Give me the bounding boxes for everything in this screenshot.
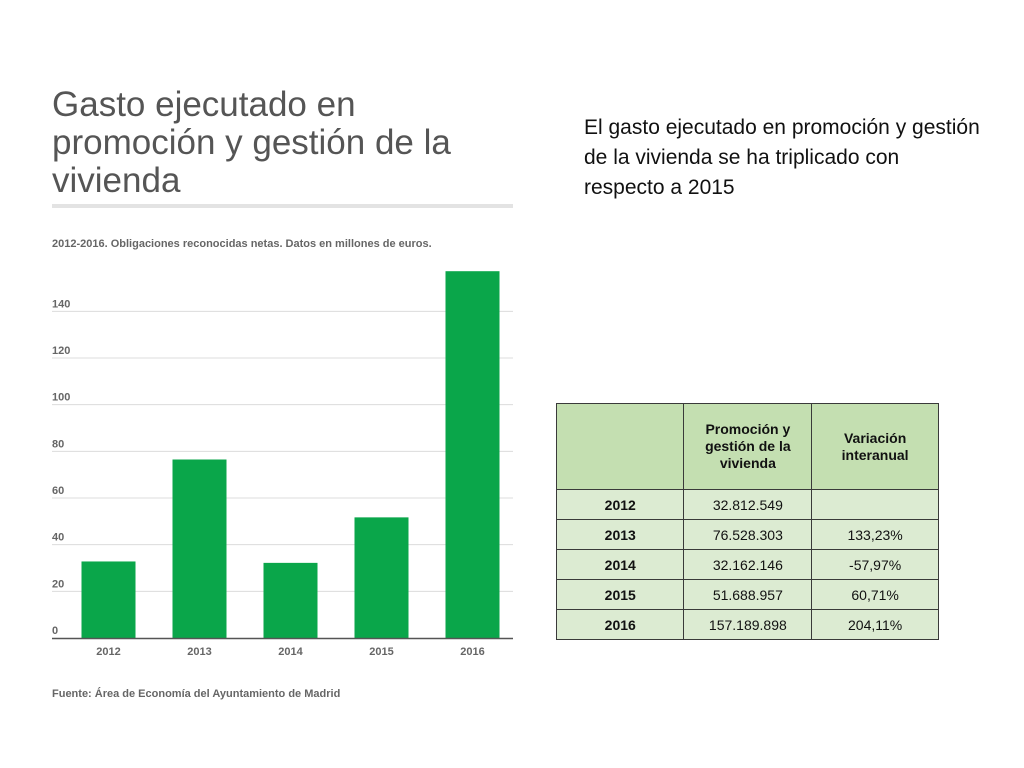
data-table	[556, 403, 939, 640]
table-row	[557, 490, 939, 520]
x-tick-label: 2012	[96, 646, 121, 658]
table-header-amount: Promoción y gestión de la vivienda	[684, 404, 812, 490]
x-tick-label: 2014	[278, 646, 303, 658]
table-cell-amount: 157.189.898	[684, 610, 812, 640]
x-tick-label: 2013	[187, 646, 212, 658]
y-tick-label: 20	[52, 578, 65, 591]
table-cell-amount: 51.688.957	[684, 580, 812, 610]
table-cell-change: -57,97%	[812, 550, 939, 580]
bar	[82, 561, 136, 638]
table-header-empty	[557, 404, 684, 490]
table-cell-year: 2016	[557, 610, 684, 640]
table-cell-change	[812, 490, 939, 520]
table-row	[557, 550, 939, 580]
table-cell-year: 2013	[557, 520, 684, 550]
y-tick-label: 100	[52, 391, 71, 404]
y-tick-label: 0	[52, 625, 59, 637]
y-tick-label: 60	[52, 485, 65, 497]
chart-title: Gasto ejecutado en promoción y gestión de la vivienda	[52, 85, 451, 200]
y-tick-label: 40	[52, 531, 65, 544]
headline-text: El gasto ejecutado en promoción y gestión de la vivienda se ha triplicado con respecto a 2015	[584, 116, 980, 199]
table-cell-year: 2012	[557, 490, 684, 520]
table-header-change: Variación interanual	[812, 404, 939, 490]
table-cell-year: 2014	[557, 550, 684, 580]
table-cell-change: 133,23%	[812, 520, 939, 550]
table-cell-amount: 32.812.549	[684, 490, 812, 520]
bar	[355, 517, 409, 638]
chart-subtitle: 2012-2016. Obligaciones reconocidas netas. Datos en millones de euros.	[52, 238, 432, 250]
table-header-row	[557, 404, 939, 490]
table-cell-change: 204,11%	[812, 610, 939, 640]
y-tick-label: 80	[52, 438, 65, 451]
y-tick-label: 120	[52, 345, 71, 357]
bar	[173, 460, 227, 639]
table-cell-amount: 32.162.146	[684, 550, 812, 580]
y-tick-label: 140	[52, 298, 71, 311]
bar	[264, 563, 318, 638]
table-cell-amount: 76.528.303	[684, 520, 812, 550]
chart-source: Fuente: Área de Economía del Ayuntamiento de Madrid	[52, 688, 341, 700]
table-row	[557, 580, 939, 610]
table-cell-year: 2015	[557, 580, 684, 610]
table-row	[557, 610, 939, 640]
x-tick-label: 2015	[369, 646, 394, 658]
table-cell-change: 60,71%	[812, 580, 939, 610]
x-tick-label: 2016	[460, 646, 485, 658]
table-row	[557, 520, 939, 550]
bar	[446, 271, 500, 638]
